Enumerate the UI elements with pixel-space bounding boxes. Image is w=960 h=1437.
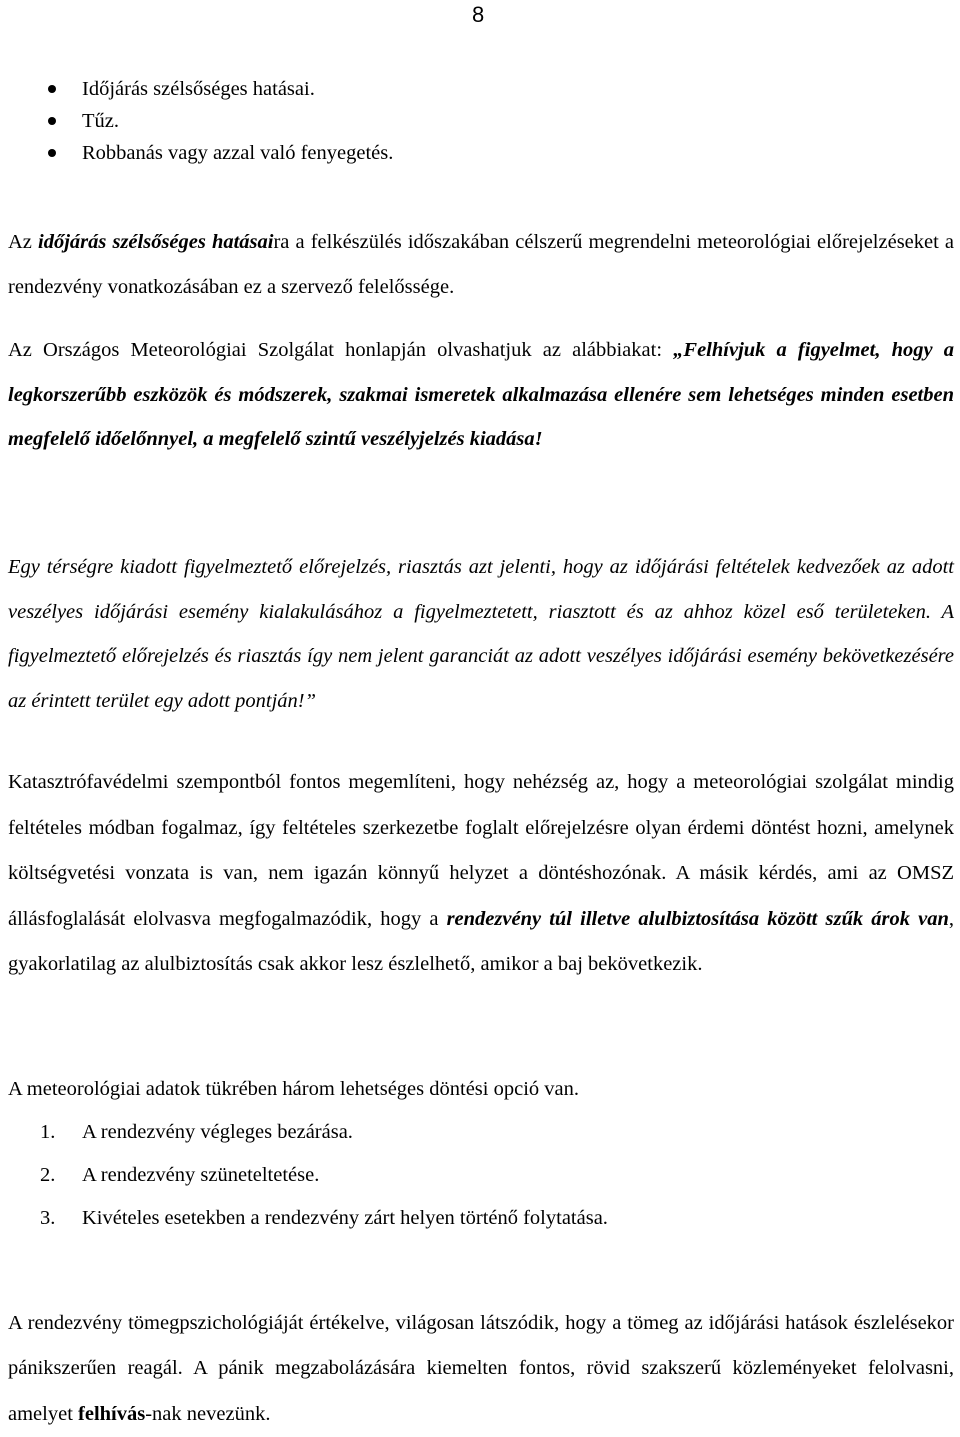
list-item-text: Tűz. — [82, 110, 119, 132]
list-item — [40, 105, 393, 137]
text-run: A rendezvény tömegpszichológiáját értékelve, világosan látszódik, hogy a tömeg az időjárási hatások észlelésekor pánikszerűen reagál. A pánik megzabolázására kiemelten fontos, rövid szakszerű közleményeket felolvasni, amelyet — [8, 1312, 954, 1425]
bullet-icon — [48, 149, 56, 157]
bullet-icon — [48, 117, 56, 125]
text-run: Egy térségre kiadott figyelmeztető előrejelzés, riasztás azt jelenti, hogy az időjárási feltételek kedvezőek az adott veszélyes időjárási esemény kialakulásához a figyelmeztetett, riasztott és az ahhoz közel eső területeken. — [8, 556, 954, 623]
list-item-text: A rendezvény szüneteltetése. — [82, 1164, 320, 1186]
bullet-icon — [48, 85, 56, 93]
paragraph-disaster-management — [8, 760, 954, 988]
page-number: 8 — [472, 2, 485, 27]
bullet-list — [40, 73, 393, 169]
paragraph-warning-definition — [8, 545, 954, 723]
text-run: A figyelmeztető előrejelzés és riasztás így nem jelent garanciát az adott veszélyes időjárási esemény bekövetkezésére az érintett terület egy adott pontján!” — [8, 600, 954, 712]
text-run: -nak nevezünk. — [145, 1402, 271, 1425]
text-run: Az — [8, 231, 39, 253]
paragraph-options-intro: A meteorológiai adatok tükrében három lehetséges döntési opció van. — [8, 1078, 579, 1100]
quote-text: „Felhívjuk a figyelmet, hogy a legkorszerűbb eszközök és módszerek, szakmai ismeretek alkalmazása ellenére sem lehetséges minden esetben megfelelő időelőnnyel, a megfelelő szintű veszélyjelzés kiadása! — [8, 339, 954, 451]
list-number: 3. — [40, 1207, 56, 1229]
list-item — [40, 1115, 608, 1158]
list-item — [40, 137, 393, 169]
text-run: , gyakorlatilag az alulbiztosítás csak akkor lesz észlelhető, amikor a baj bekövetkezik. — [8, 907, 954, 976]
emphasis-text: felhívás — [78, 1402, 146, 1425]
list-item-text: Időjárás szélsőséges hatásai. — [82, 78, 315, 100]
list-number: 2. — [40, 1164, 56, 1186]
list-number: 1. — [40, 1121, 56, 1143]
paragraph-weather-preparation — [8, 220, 954, 309]
list-item-text: A rendezvény végleges bezárása. — [82, 1121, 353, 1143]
list-item — [40, 1201, 608, 1244]
list-item-text: Robbanás vagy azzal való fenyegetés. — [82, 142, 394, 164]
emphasis-text: időjárás szélsőséges hatásai — [38, 231, 274, 253]
text-run: Az Országos Meteorológiai Szolgálat honlapján olvashatjuk az alábbiakat: — [8, 339, 674, 361]
text-run: Katasztrófavédelmi szempontból fontos megemlíteni, hogy nehézség az, hogy a meteorológiai szolgálat mindig feltételes módban fogalmaz, így feltételes szerkezetbe foglalt előrejelzésre olyan érdemi döntést hozni, amelynek költségvetési vonzata is van, nem igazán könnyű helyzet a döntéshozónak. A másik kérdés, ami az OMSZ állásfoglalását elolvasva megfogalmazódik, hogy a — [8, 771, 954, 930]
options-list — [40, 1115, 608, 1244]
list-item — [40, 73, 393, 105]
paragraph-crowd-psychology — [8, 1301, 954, 1437]
list-item-text: Kivételes esetekben a rendezvény zárt helyen történő folytatása. — [82, 1207, 608, 1229]
list-item — [40, 1158, 608, 1201]
paragraph-omsz-quote — [8, 328, 954, 462]
emphasis-text: rendezvény túl illetve alulbiztosítása között szűk árok van — [446, 907, 949, 930]
text-run: ra a felkészülés időszakában célszerű megrendelni meteorológiai előrejelzéseket a rendezvény vonatkozásában ez a szervező felelőssége. — [8, 231, 955, 298]
